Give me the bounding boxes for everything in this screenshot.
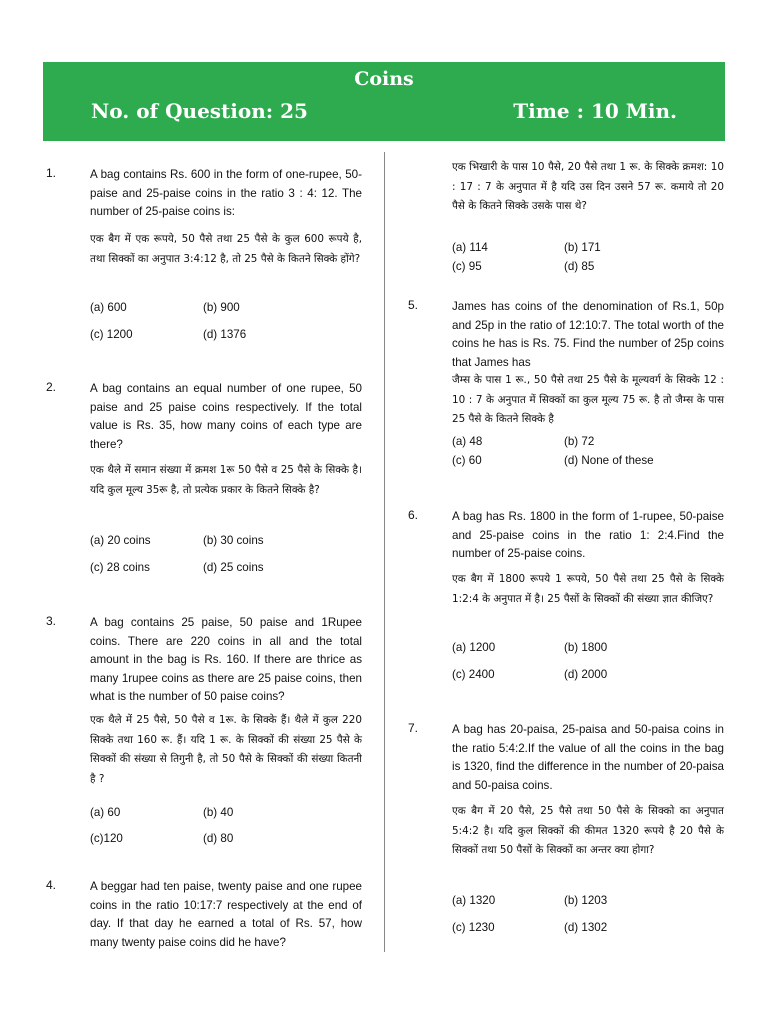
question-text-en: A bag contains an equal number of one rupee, 50 paise and 25 paise coins respectively. If the total value is Rs. 35, how many coins of each type are there? (90, 382, 362, 451)
question-text-en: James has coins of the denomination of Rs.1, 50p and 25p in the ratio of 12:10:7. The total worth of the coins he has is Rs. 75. Find the number of 25p coins that James has (452, 300, 724, 369)
option-b[interactable]: (b) 171 (564, 241, 601, 254)
option-a[interactable]: (a) 1200 (452, 641, 496, 654)
option-b[interactable]: (b) 72 (564, 435, 595, 448)
option-c[interactable]: (c) 60 (452, 454, 482, 467)
question-text-en: A beggar had ten paise, twenty paise and one rupee coins in the ratio 10:17:7 respectively at the end of day. If that day he earned a total of Rs. 57, how many twenty paise coins did he have? (90, 880, 362, 949)
question-number: 6. (408, 508, 419, 522)
question-number: 1. (46, 166, 57, 180)
question-text-en: A bag has 20-paisa, 25-paisa and 50-paisa coins in the ratio 5:4:2.If the value of all the coins in the bag is 1320, find the difference in the number of 20-paisa and 50-paisa coins. (452, 723, 724, 792)
option-a[interactable]: (a) 600 (90, 301, 127, 314)
option-a[interactable]: (a) 114 (452, 241, 488, 254)
option-a[interactable]: (a) 1320 (452, 894, 496, 907)
option-d[interactable]: (d) 80 (203, 832, 234, 845)
question-text-hi: एक बैग में 1800 रूपये 1 रूपये, 50 पैसे तथा 25 पैसे के सिक्के 1:2:4 के अनुपात में है। 25 पैसों के सिक्कों की संख्या ज्ञात कीजिए? (452, 573, 724, 605)
header-banner (43, 62, 725, 141)
question-text-hi: जैम्स के पास 1 रू., 50 पैसे तथा 25 पैसे के मूल्यवर्ग के सिक्के 12 : 10 : 7 के अनुपात में सिक्कों का कुल मूल्य 75 रू. है तो जैम्स के पास 25 पैसे के कितने सिक्के है (452, 374, 724, 425)
option-d[interactable]: (d) 25 coins (203, 561, 264, 574)
option-b[interactable]: (b) 900 (203, 301, 240, 314)
question-number: 2. (46, 380, 57, 394)
option-a[interactable]: (a) 20 coins (90, 534, 151, 547)
option-d[interactable]: (d) 1376 (203, 328, 247, 341)
question-count: No. of Question: 25 (91, 99, 308, 123)
question-number: 7. (408, 721, 419, 735)
question-text-hi: एक थैले में समान संख्या में क्रमश 1रू 50 पैसे व 25 पैसे के सिक्के है। यदि कुल मूल्य 35रू है, तो प्रत्येक प्रकार के कितने सिक्के है? (90, 464, 362, 496)
question-text-hi: एक भिखारी के पास 10 पैसे, 20 पैसे तथा 1 रू. के सिक्के क्रमश: 10 : 17 : 7 के अनुपात में है यदि उस दिन उसने 57 रू. कमाये तो 20 पैसे के कितने सिक्के उसके पास थे? (452, 161, 724, 212)
page-title: Coins (354, 68, 414, 90)
question-number: 3. (46, 614, 57, 628)
option-b[interactable]: (b) 1800 (564, 641, 608, 654)
column-divider (384, 152, 385, 952)
question-number: 4. (46, 878, 57, 892)
option-b[interactable]: (b) 30 coins (203, 534, 264, 547)
option-a[interactable]: (a) 60 (90, 806, 121, 819)
question-text-hi: एक बैग में एक रूपये, 50 पैसे तथा 25 पैसे के कुल 600 रूपये है, तथा सिक्कों का अनुपात 3:4:12 है, तो 25 पैसे के कितने सिक्के होंगे? (90, 233, 362, 265)
option-c[interactable]: (c) 28 coins (90, 561, 150, 574)
option-d[interactable]: (d) 85 (564, 260, 595, 273)
question-number: 5. (408, 298, 419, 312)
question-text-en: A bag contains Rs. 600 in the form of one-rupee, 50-paise and 25-paise coins in the ratio 3 : 4: 12. The number of 25-paise coins is: (90, 168, 362, 219)
question-text-en: A bag has Rs. 1800 in the form of 1-rupee, 50-paise and 25-paise coins in the ratio 1: 2:4.Find the number of 25-paise coins. (452, 510, 724, 561)
time-limit: Time : 10 Min. (513, 99, 677, 123)
option-c[interactable]: (c) 2400 (452, 668, 495, 681)
option-b[interactable]: (b) 40 (203, 806, 234, 819)
option-d[interactable]: (d) None of these (564, 454, 654, 467)
option-c[interactable]: (c) 95 (452, 260, 482, 273)
option-b[interactable]: (b) 1203 (564, 894, 608, 907)
question-text-en: A bag contains 25 paise, 50 paise and 1Rupee coins. There are 220 coins in all and the total amount in the bag is Rs. 160. If there are thrice as many 1rupee coins as there are 25 paise coins, then what is the number of 50 paise coins? (90, 616, 362, 704)
option-c[interactable]: (c) 1230 (452, 921, 495, 934)
question-text-hi: एक बैग में 20 पैसे, 25 पैसे तथा 50 पैसे के सिक्को का अनुपात 5:4:2 है। यदि कुल सिक्कों की कीमत 1320 रूपये है 20 पैसे के सिक्कों तथा 50 पैसों के सिक्कों का अन्तर क्या होगा? (452, 805, 724, 856)
option-c[interactable]: (c) 1200 (90, 328, 133, 341)
option-d[interactable]: (d) 2000 (564, 668, 608, 681)
option-d[interactable]: (d) 1302 (564, 921, 608, 934)
question-text-hi: एक थैले में 25 पैसे, 50 पैसे व 1रू. के सिक्के हैं। थैले में कुल 220 सिक्के तथा 160 रू. हैं। यदि 1 रू. के सिक्कों की संख्या 25 पैसे के सिक्कों की संख्या से तिगुनी है, तो 50 पैसे के सिक्कों की संख्या कितनी है ? (90, 714, 362, 785)
option-a[interactable]: (a) 48 (452, 435, 483, 448)
option-c[interactable]: (c)120 (90, 832, 123, 845)
